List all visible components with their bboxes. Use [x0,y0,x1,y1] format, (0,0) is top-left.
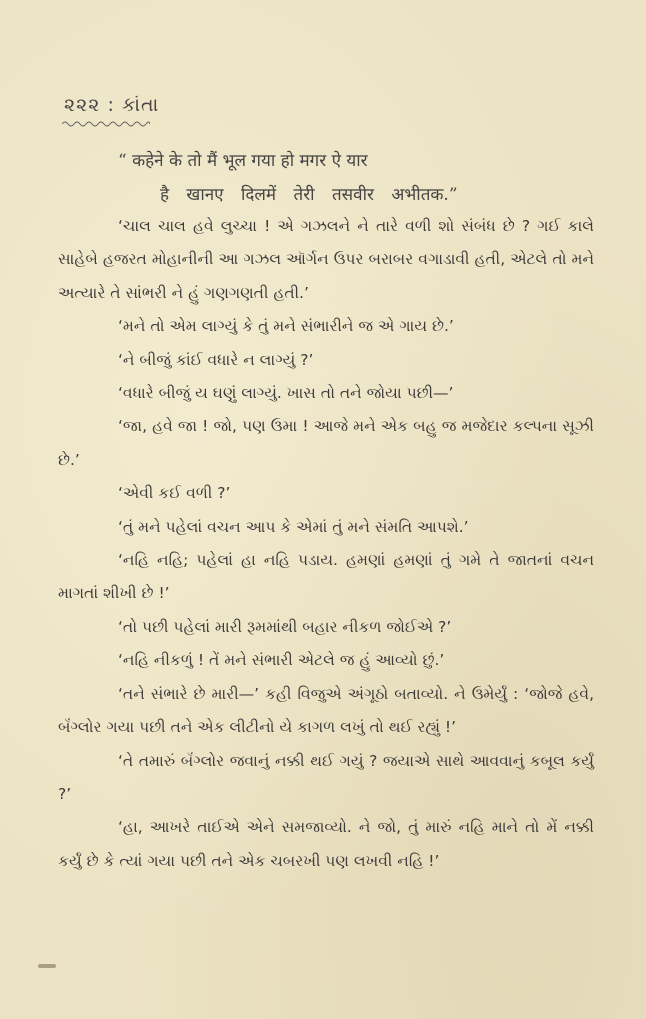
paragraph: ‘ચાલ ચાલ હવે લુચ્ચા ! એ ગઝલને ને તારે વળી શો સંબંધ છે ? ગઈ કાલે સાહેબે હજરત મોહાનીની આ ગઝલ ઑર્ગન ઉપર બરાબર વગાડાવી હતી, એટલે તો મને અત્યારે તે સાંભરી ને હું ગણગણતી હતી.’ [58,217,594,302]
wavy-rule [62,120,150,128]
paragraph: ‘એવી કઈ વળી ?’ [118,484,231,503]
paragraph: ‘તું મને પહેલાં વચન આપ કે એમાં તું મને સંમતિ આપશે.’ [118,517,469,536]
paper-mark [38,964,56,968]
paragraph: ‘તને સંભારે છે મારી—’ કહી વિજુએ અંગૂઠો બતાવ્યો. ને ઉમેર્યું : ‘જોજે હવે, બૅંગ્લોર ગયા પછી તને એક લીટીનો યે કાગળ લખું તો થઈ રહ્યું !’ [58,684,594,737]
paragraph: ‘જા, હવે જા ! જો, પણ ઉમા ! આજે મને એક બહુ જ મજેદાર કલ્પના સૂઝી છે.’ [58,417,594,469]
paragraph: ‘મને તો એમ લાગ્યું કે તું મને સંભારીને જ એ ગાય છે.’ [118,317,454,336]
body-text [58,210,594,878]
paragraph: ‘નહિ નહિ; પહેલાં હા નહિ પડાય. હમણાં હમણાં તું ગમે તે જાતનાં વચન માગતાં શીખી છે !’ [58,551,594,603]
poem-line: है खानए दिलमें तेरी तसवीर अभीतक.” [160,185,458,205]
poem-line: “ कहेने के तो मैं भूल गया हो मगर ऐ यार [118,151,368,171]
paragraph: ‘વધારે બીજું ય ઘણું લાગ્યું. ખાસ તો તને જોયા પછી—’ [118,384,454,403]
paragraph: ‘નહિ નીકળું ! તેં મને સંભારી એટલે જ હું આવ્યો છું.’ [118,651,445,670]
paragraph: ‘ને બીજું કાંઈ વધારે ન લાગ્યું ?’ [118,350,314,369]
paragraph: ‘તો પછી પહેલાં મારી રૂમમાંથી બહાર નીકળ જોઈએ ?’ [118,617,452,636]
paragraph: ‘હા, આખરે તાઈએ એને સમજાવ્યો. ને જો, તું મારું નહિ માને તો મેં નક્કી કર્યું છે કે ત્યાં ગયા પછી તને એક ચબરખી પણ લખવી નહિ !’ [58,818,594,870]
running-header: ૨૨૨ : કાંતા [64,94,160,116]
paragraph: ‘તે તમારું બૅંગ્લોર જવાનું નક્કી થઈ ગયું ? જયાએ સાથે આવવાનું કબૂલ કર્યું ?’ [58,751,594,803]
